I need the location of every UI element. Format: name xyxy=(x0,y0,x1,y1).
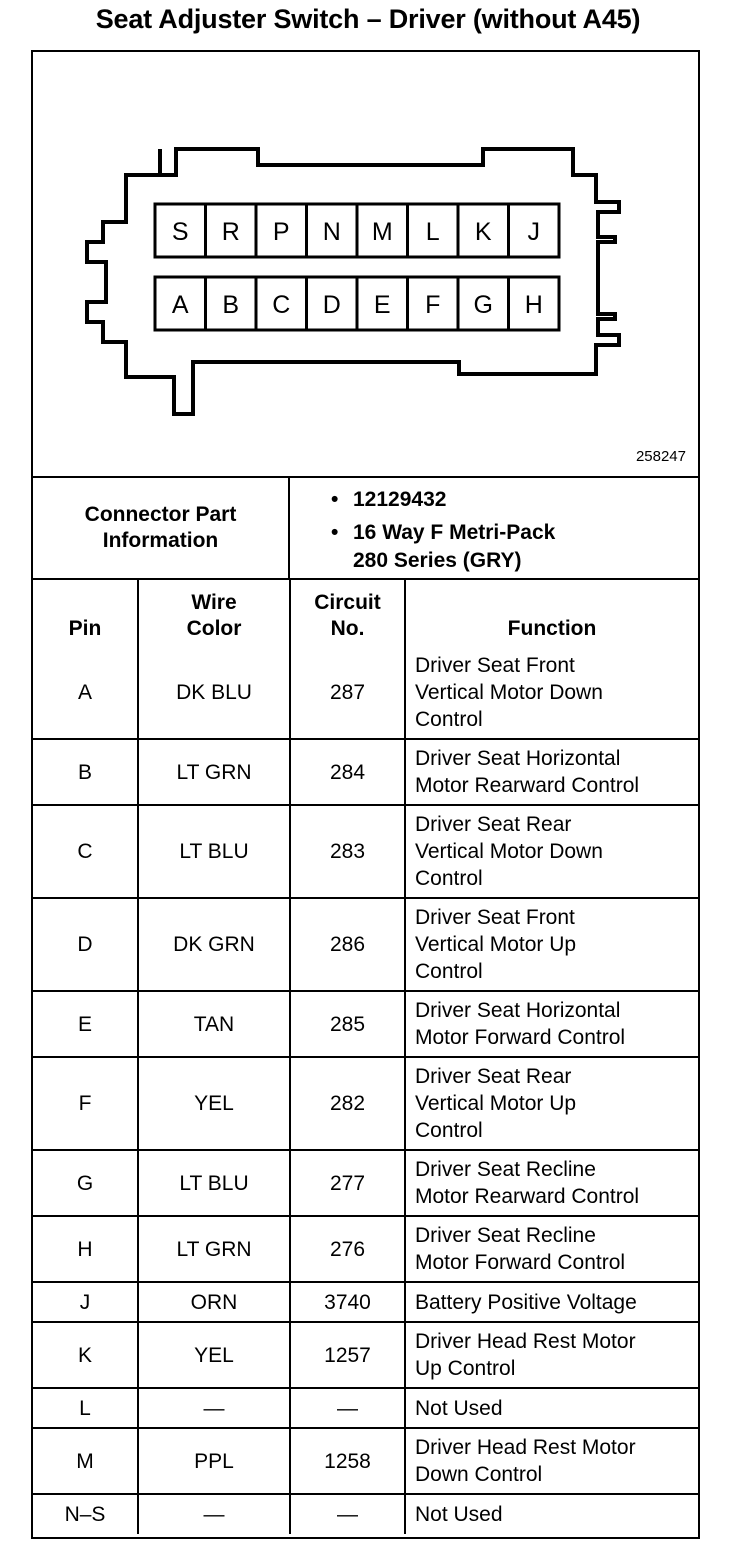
bullet-icon: • xyxy=(331,521,339,544)
pin-row xyxy=(33,1322,698,1388)
connector-part-info-label xyxy=(33,478,290,578)
wire-color-cell: YEL xyxy=(138,1322,290,1388)
circuit-cell: 3740 xyxy=(290,1282,405,1322)
pin-cavity-label: L xyxy=(425,218,440,246)
wire-color-cell: LT GRN xyxy=(138,1216,290,1282)
wire-color-cell: LT GRN xyxy=(138,739,290,805)
function-line: Vertical Motor Up xyxy=(415,933,577,956)
connector-part-information xyxy=(33,478,698,580)
function-cell xyxy=(405,646,698,739)
function-cell xyxy=(405,898,698,991)
pin-cell: J xyxy=(33,1282,138,1322)
function-line: Driver Seat Horizontal xyxy=(415,747,621,770)
pin-cell: C xyxy=(33,805,138,898)
pin-row xyxy=(33,1282,698,1322)
pin-cavity-label: J xyxy=(527,218,540,246)
header-wire-color: Wire Color xyxy=(138,580,290,646)
function-line: Up Control xyxy=(415,1357,516,1380)
function-line: Motor Forward Control xyxy=(415,1251,626,1274)
pin-cavity-label: D xyxy=(322,291,341,319)
header-circuit-no: Circuit No. xyxy=(290,580,405,646)
pin-cavity-label: K xyxy=(474,218,492,246)
figure-number: 258247 xyxy=(635,448,686,465)
wire-color-cell: — xyxy=(138,1388,290,1428)
circuit-cell: 276 xyxy=(290,1216,405,1282)
function-cell xyxy=(405,1216,698,1282)
wire-color-cell: LT BLU xyxy=(138,1150,290,1216)
pin-cavity-label: B xyxy=(222,291,240,319)
circuit-cell: 283 xyxy=(290,805,405,898)
function-line: Vertical Motor Down xyxy=(415,680,603,704)
pin-cavity-label: A xyxy=(171,291,189,319)
function-line: Not Used xyxy=(415,1503,503,1526)
connector-sheet xyxy=(31,50,700,1539)
function-line: Motor Rearward Control xyxy=(415,1185,640,1208)
pin-row xyxy=(33,1428,698,1494)
wire-color-cell: TAN xyxy=(138,991,290,1057)
function-line: Driver Seat Horizontal xyxy=(415,999,621,1022)
function-cell xyxy=(405,1150,698,1216)
pin-row xyxy=(33,898,698,991)
pin-cavity-label: F xyxy=(425,291,441,319)
function-cell xyxy=(405,1494,698,1534)
function-line: Driver Seat Recline xyxy=(415,1158,596,1181)
pin-cell: F xyxy=(33,1057,138,1150)
function-cell xyxy=(405,1282,698,1322)
header-pin: Pin xyxy=(33,580,138,646)
pin-cell: B xyxy=(33,739,138,805)
pin-table xyxy=(33,580,698,1534)
pin-cell: E xyxy=(33,991,138,1057)
pin-table-header xyxy=(33,580,698,646)
pin-cavity-label: E xyxy=(373,291,391,319)
pin-cavity-label: R xyxy=(221,218,240,246)
function-cell xyxy=(405,991,698,1057)
pin-row xyxy=(33,739,698,805)
function-line: Driver Head Rest Motor xyxy=(415,1330,636,1353)
function-line: Motor Forward Control xyxy=(415,1026,626,1049)
function-line: Driver Seat Rear xyxy=(415,1065,572,1088)
function-line: Down Control xyxy=(415,1463,543,1486)
pin-row xyxy=(33,1494,698,1534)
function-line: Control xyxy=(415,1119,483,1142)
circuit-cell: 284 xyxy=(290,739,405,805)
part-number: 12129432 xyxy=(353,488,447,511)
pin-cavity-label: M xyxy=(371,218,393,246)
pin-row xyxy=(33,646,698,739)
pin-cell: A xyxy=(33,646,138,739)
circuit-cell: 277 xyxy=(290,1150,405,1216)
function-cell xyxy=(405,805,698,898)
function-line: Control xyxy=(415,707,483,731)
wire-color-cell: — xyxy=(138,1494,290,1534)
wire-color-cell: ORN xyxy=(138,1282,290,1322)
function-line: Driver Seat Front xyxy=(415,906,575,929)
connector-type-line2: 280 Series (GRY) xyxy=(353,549,522,572)
circuit-cell: 1258 xyxy=(290,1428,405,1494)
top-pin-row xyxy=(155,204,559,257)
pin-cell: K xyxy=(33,1322,138,1388)
pin-cell: H xyxy=(33,1216,138,1282)
pin-row xyxy=(33,1150,698,1216)
circuit-cell: 285 xyxy=(290,991,405,1057)
wire-color-cell: LT BLU xyxy=(138,805,290,898)
wire-color-cell: DK GRN xyxy=(138,898,290,991)
bullet-icon: • xyxy=(331,488,339,511)
wire-color-cell: PPL xyxy=(138,1428,290,1494)
function-line: Motor Rearward Control xyxy=(415,774,640,797)
pin-cell: N–S xyxy=(33,1494,138,1534)
function-line: Battery Positive Voltage xyxy=(415,1290,637,1314)
pin-row xyxy=(33,805,698,898)
circuit-cell: — xyxy=(290,1388,405,1428)
pin-cell: M xyxy=(33,1428,138,1494)
wire-color-cell: DK BLU xyxy=(138,646,290,739)
pin-cell: G xyxy=(33,1150,138,1216)
circuit-cell: 287 xyxy=(290,646,405,739)
pin-cavity-label: C xyxy=(272,291,291,319)
function-line: Vertical Motor Up xyxy=(415,1092,577,1115)
connector-diagram xyxy=(33,52,698,478)
header-function: Function xyxy=(405,580,698,646)
pin-cavity-label: N xyxy=(322,218,341,246)
function-cell xyxy=(405,1322,698,1388)
page-title: Seat Adjuster Switch – Driver (without A45) xyxy=(95,4,641,34)
connector-part-info-list xyxy=(331,486,555,575)
circuit-cell: 286 xyxy=(290,898,405,991)
function-line: Driver Seat Front xyxy=(415,653,575,677)
bottom-pin-row xyxy=(155,277,559,330)
function-line: Driver Seat Rear xyxy=(415,813,572,836)
circuit-cell: 1257 xyxy=(290,1322,405,1388)
function-line: Driver Seat Recline xyxy=(415,1224,596,1247)
pin-cavity-label: G xyxy=(473,291,493,319)
function-cell xyxy=(405,1428,698,1494)
pin-cell: D xyxy=(33,898,138,991)
pin-cell: L xyxy=(33,1388,138,1428)
circuit-cell: 282 xyxy=(290,1057,405,1150)
pin-row xyxy=(33,1057,698,1150)
pin-cavity-label: P xyxy=(272,218,290,246)
circuit-cell: — xyxy=(290,1494,405,1534)
connector-face-drawing xyxy=(33,52,698,476)
pin-cavity-label: S xyxy=(171,218,189,246)
pin-row xyxy=(33,1388,698,1428)
function-cell xyxy=(405,739,698,805)
function-line: Not Used xyxy=(415,1396,503,1420)
wire-color-cell: YEL xyxy=(138,1057,290,1150)
function-line: Driver Head Rest Motor xyxy=(415,1436,636,1459)
function-line: Control xyxy=(415,960,483,983)
function-cell xyxy=(405,1057,698,1150)
connector-part-info-label-line1: Connector Part xyxy=(84,503,237,526)
pin-row xyxy=(33,1216,698,1282)
connector-part-info-label-line2: Information xyxy=(102,529,219,552)
function-line: Vertical Motor Down xyxy=(415,840,603,863)
connector-type-line1: 16 Way F Metri-Pack xyxy=(353,521,556,544)
pin-row xyxy=(33,991,698,1057)
pin-cavity-label: H xyxy=(524,291,543,319)
function-line: Control xyxy=(415,867,483,890)
function-cell xyxy=(405,1388,698,1428)
